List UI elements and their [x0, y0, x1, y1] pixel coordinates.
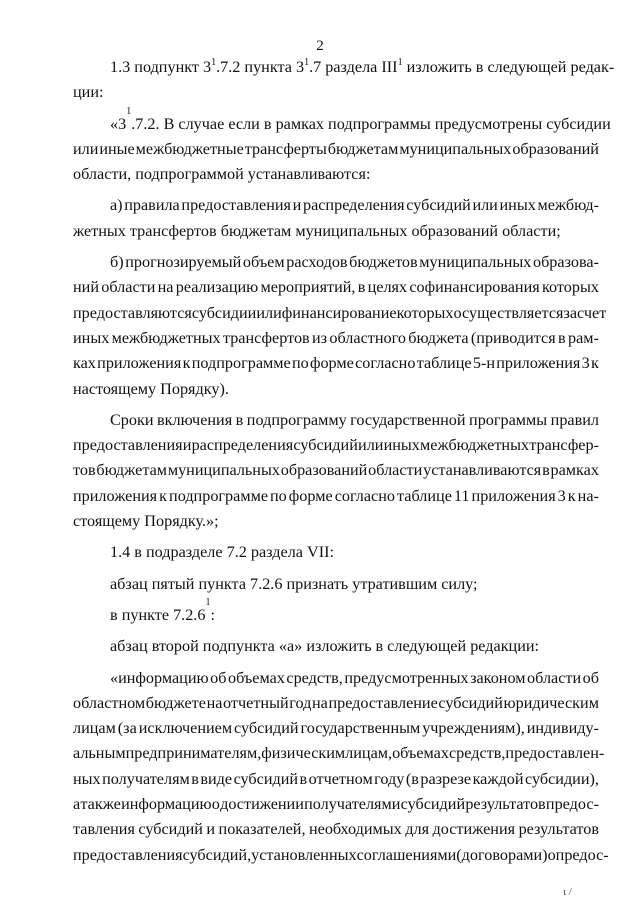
word: результатов — [518, 820, 599, 839]
word: форме — [309, 354, 354, 373]
text-run: изложить в следующей редак- — [402, 58, 615, 76]
text-line — [73, 137, 599, 162]
word: софинансирования — [409, 278, 540, 297]
word: подпрограмму — [246, 410, 347, 429]
word: или — [256, 303, 282, 322]
word: к — [567, 486, 576, 505]
text-run: «3 — [110, 114, 127, 133]
word: субсидии), — [525, 769, 599, 788]
word: 11 — [453, 486, 470, 505]
word: к — [182, 354, 191, 373]
word: правил — [550, 410, 599, 429]
paragraph-fifth-abzac — [73, 572, 599, 597]
word: предпринимателям, — [125, 744, 262, 763]
word: иных — [383, 436, 420, 455]
word: иных — [73, 328, 110, 347]
superscript: 1 — [397, 57, 403, 68]
word: предоставление — [328, 693, 438, 712]
word: учреждениям), — [422, 719, 525, 738]
word: на- — [577, 486, 599, 505]
superscript: 1 — [304, 57, 310, 68]
word: в — [235, 410, 244, 429]
word: области — [368, 461, 423, 480]
word: ний — [73, 278, 99, 297]
paragraph-1-4 — [73, 540, 599, 565]
word: образований — [280, 461, 368, 480]
word: по — [270, 486, 287, 505]
word: о — [547, 845, 556, 864]
text-line — [73, 767, 599, 792]
word: на — [157, 278, 174, 297]
word: и — [206, 820, 216, 839]
word: межбюджетных — [111, 328, 221, 347]
word: таблице — [416, 354, 472, 373]
word: или — [472, 196, 498, 215]
word: государственной — [350, 410, 466, 429]
word: рам- — [567, 328, 599, 347]
word: достижении — [220, 795, 304, 814]
word: субсидий — [293, 436, 358, 455]
word: к — [591, 354, 599, 373]
text-run: : — [210, 605, 215, 624]
word: году — [374, 769, 405, 788]
word: осуществляется — [453, 303, 564, 322]
word: области — [101, 278, 156, 297]
word: распределения — [191, 436, 294, 455]
text-line — [73, 792, 599, 817]
word: субсидий — [406, 196, 471, 215]
word: бюджетов — [349, 253, 418, 272]
word: к — [159, 486, 168, 505]
text-line — [73, 105, 611, 137]
word: законом — [470, 668, 526, 687]
word: предоставления — [73, 845, 183, 864]
word: для — [405, 820, 430, 839]
word: муниципальных — [167, 461, 280, 480]
word: иных — [499, 196, 536, 215]
word: образова- — [532, 253, 599, 272]
paragraph-second-abzac — [73, 634, 599, 659]
paragraph-quote-start — [73, 105, 611, 188]
word: разрезе — [420, 769, 472, 788]
paragraph-point-7-2-6-1 — [73, 596, 599, 628]
text-line — [73, 458, 599, 483]
text-line: стоящему Порядку.»; — [73, 512, 219, 531]
word: Сроки — [110, 410, 154, 429]
word: реализацию — [175, 278, 259, 297]
text-line: жетных трансфертов бюджетам муниципальных образований области; — [73, 221, 561, 240]
text-line — [73, 716, 599, 741]
text-line: настоящему Порядку). — [73, 379, 229, 398]
word: мероприятий, — [260, 278, 356, 297]
word: приложения — [496, 354, 581, 373]
word: юридическим — [503, 693, 599, 712]
word: 5-н — [472, 354, 495, 373]
page-corner-mark: ι / — [563, 886, 572, 898]
word: тов — [73, 461, 96, 480]
word: отчетный — [223, 693, 289, 712]
text-run: в пункте 7.2.6 — [110, 605, 206, 624]
word: приложения — [73, 486, 158, 505]
word: лицам, — [345, 744, 393, 763]
word: физическим — [261, 744, 346, 763]
word: получателям — [102, 769, 190, 788]
word: субсидий, — [182, 845, 252, 864]
word: финансирование — [281, 303, 397, 322]
paragraph-information-quote — [73, 666, 609, 868]
word: ных — [73, 769, 101, 788]
word: которых — [396, 303, 454, 322]
word: б) — [110, 253, 124, 272]
word: средств, — [448, 744, 506, 763]
text-run: .7 раздела III — [309, 58, 398, 76]
word: 3 — [581, 354, 590, 373]
word: а — [73, 795, 81, 814]
word: о — [211, 795, 220, 814]
word: или — [73, 139, 99, 158]
word: 3 — [557, 486, 566, 505]
word: объемах — [227, 668, 285, 687]
word: соглашениями — [356, 845, 457, 864]
word: межбюджетные — [135, 139, 244, 158]
word: индивиду- — [526, 719, 599, 738]
word: предоставления — [181, 196, 291, 215]
word: трансфер- — [529, 436, 599, 455]
text-line — [73, 408, 599, 433]
text-line — [73, 433, 599, 458]
text-line — [73, 484, 599, 509]
word: бюджете — [145, 693, 206, 712]
word: исключением — [138, 719, 233, 738]
word: предоставляются — [73, 303, 192, 322]
word: в — [299, 769, 308, 788]
word: правила — [124, 196, 180, 215]
word: (за — [117, 719, 137, 738]
paragraph-1-3 — [73, 55, 615, 106]
word: показателей, — [218, 820, 306, 839]
word: бюджетам — [96, 461, 168, 480]
text-line — [73, 691, 599, 716]
word: ках — [73, 354, 96, 373]
word: областного — [329, 328, 406, 347]
word: расходов — [286, 253, 348, 272]
word: согласно — [334, 486, 395, 505]
text-line: области, подпрограммой устанавливаются: — [73, 165, 371, 184]
word: предоставления — [73, 436, 183, 455]
word: межбюджетных — [420, 436, 530, 455]
text-line — [73, 250, 599, 275]
word: виде — [200, 769, 233, 788]
word: средств, — [286, 668, 343, 687]
word: (в — [405, 769, 419, 788]
word: бюджетам — [327, 139, 399, 158]
word: счет — [577, 303, 607, 322]
word: образований — [512, 139, 599, 158]
word: необходимых — [308, 820, 402, 839]
word: на — [311, 693, 328, 712]
word: получателями — [304, 795, 401, 814]
word: предусмотренных — [344, 668, 469, 687]
word: альным — [73, 744, 126, 763]
superscript: 1 — [205, 596, 211, 608]
word: в — [558, 328, 566, 347]
word: и — [292, 196, 302, 215]
word: по — [291, 354, 309, 373]
word: подпрограмме — [191, 354, 291, 373]
word: год — [289, 693, 312, 712]
word: об — [582, 668, 599, 687]
word: субсидий — [138, 820, 203, 839]
word: объем — [242, 253, 285, 272]
superscript: 1 — [126, 105, 132, 117]
word: трансфертов — [222, 328, 310, 347]
word: трансферты — [244, 139, 327, 158]
word: межбюд- — [537, 196, 599, 215]
word: иные — [99, 139, 135, 158]
word: за — [563, 303, 578, 322]
text-line — [73, 326, 599, 351]
text-run: .7.2. В случае если в рамках подпрограммы предусмотрены субсидии — [131, 114, 611, 133]
word: субсидий — [438, 693, 503, 712]
word: муниципальных — [399, 139, 512, 158]
word: лицам — [73, 719, 116, 738]
word: муниципальных — [419, 253, 532, 272]
word: областном — [73, 693, 146, 712]
word: каждой — [472, 769, 524, 788]
text-line: ции: — [73, 83, 104, 102]
word: и — [182, 436, 192, 455]
word: установленных — [251, 845, 357, 864]
word: достижения — [432, 820, 516, 839]
text-line — [73, 351, 599, 376]
word: включения — [157, 410, 233, 429]
word: тавления — [73, 820, 135, 839]
word: в — [542, 461, 550, 480]
word: устанавливаются — [423, 461, 542, 480]
word: об — [210, 668, 227, 687]
word: результатов — [465, 795, 546, 814]
word: (договорами) — [456, 845, 548, 864]
text-line — [73, 843, 609, 868]
word: субсидий — [233, 769, 299, 788]
word: приложения — [471, 486, 556, 505]
word: государственным — [300, 719, 421, 738]
text-line — [73, 193, 599, 218]
word: в — [357, 278, 366, 297]
document-body — [73, 55, 615, 868]
word: программы — [469, 410, 548, 429]
word: бюджета — [408, 328, 469, 347]
word: на — [206, 693, 223, 712]
word: предос- — [545, 795, 599, 814]
word: прогнозируемый — [125, 253, 242, 272]
word: подпрограмме — [169, 486, 268, 505]
word: таблице — [397, 486, 452, 505]
word: объемах — [392, 744, 449, 763]
word: субсидий — [234, 719, 299, 738]
word: предоставлен- — [505, 744, 605, 763]
text-line — [73, 275, 599, 300]
text-line — [73, 55, 615, 80]
page-number: 2 — [316, 38, 324, 54]
word: целях — [367, 278, 408, 297]
word: приложения — [97, 354, 182, 373]
word: (приводится — [470, 328, 556, 347]
word: субсидий — [400, 795, 466, 814]
paragraph-item-a — [73, 193, 599, 244]
word: распределения — [302, 196, 405, 215]
text-line — [73, 666, 599, 691]
text-line — [73, 596, 599, 628]
text-line — [73, 301, 607, 326]
word: форме — [288, 486, 333, 505]
word: отчетном — [308, 769, 373, 788]
word: субсидии — [191, 303, 257, 322]
text-line: абзац пятый пункта 7.2.6 признать утратившим силу; — [110, 574, 478, 593]
text-line: 1.4 в подразделе 7.2 раздела VII: — [110, 543, 334, 562]
word: в — [191, 769, 199, 788]
text-run: .7.2 пункта 3 — [216, 58, 305, 76]
text-line — [73, 817, 599, 842]
word: «информацию — [110, 668, 209, 687]
word: также — [80, 795, 121, 814]
text-line — [73, 741, 605, 766]
paragraph-item-b — [73, 250, 607, 402]
word: которых — [541, 278, 599, 297]
word: из — [312, 328, 328, 347]
text-run: 1.3 подпункт 3 — [110, 58, 212, 76]
word: области — [527, 668, 582, 687]
word: согласно — [355, 354, 416, 373]
word: информацию — [121, 795, 212, 814]
paragraph-deadlines — [73, 408, 599, 534]
word: а) — [110, 196, 123, 215]
superscript: 1 — [211, 57, 217, 68]
text-line: абзац второй подпункта «а» изложить в следующей редакции: — [110, 637, 540, 656]
word: предос- — [555, 845, 609, 864]
word: или — [358, 436, 384, 455]
word: рамках — [550, 461, 599, 480]
